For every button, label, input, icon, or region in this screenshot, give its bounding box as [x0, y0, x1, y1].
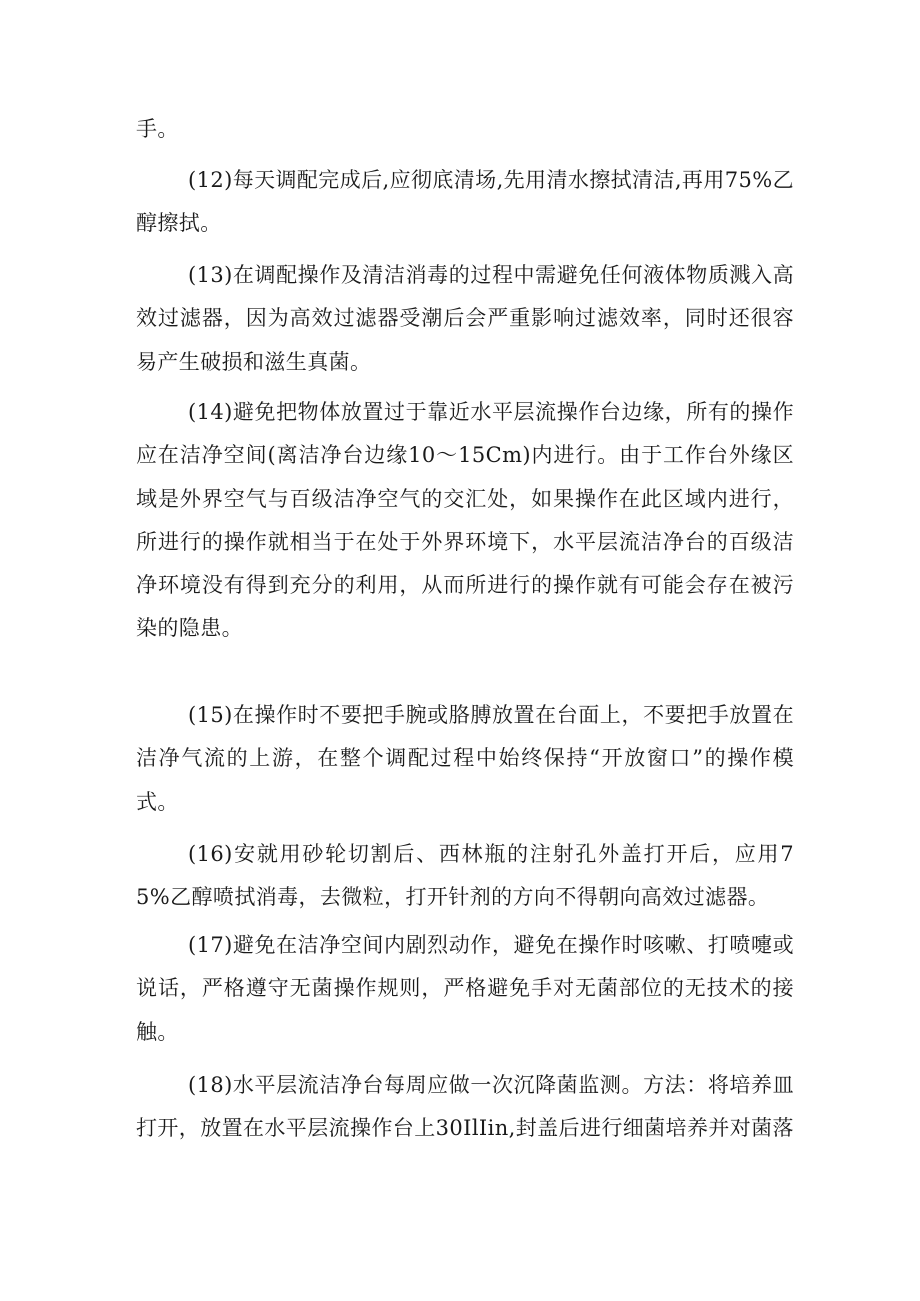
paragraph-16: (16)安就用砂轮切割后、西林瓶的注射孔外盖打开后，应用75%乙醇喷拭消毒，去微粒，打开针剂的方向不得朝向高效过滤器。	[136, 842, 794, 910]
paragraph-15: (15)在操作时不要把手腕或胳膊放置在台面上，不要把手放置在洁净气流的上游，在整个调配过程中始终保持“开放窗口”的操作模式。	[136, 703, 794, 814]
paragraph-18: (18)水平层流洁净台每周应做一次沉降菌监测。方法：将培养皿打开，放置在水平层流操作台上30IlIin,封盖后进行细菌培养并对菌落	[136, 1073, 794, 1141]
paragraph-12: (12)每天调配完成后,应彻底清场,先用清水擦拭清洁,再用75%乙醇擦拭。	[136, 168, 795, 236]
paragraph-11-continuation: 手。	[136, 117, 179, 141]
paragraph-14: (14)避免把物体放置过于靠近水平层流操作台边缘，所有的操作应在洁净空间(离洁净台边缘10～15Cm)内进行。由于工作台外缘区域是外界空气与百级洁净空气的交汇处，如果操作在此区域内进行，所进行的操作就相当于在处于外界环境下，水平层流洁净台的百级洁净环境没有得到充分的利用，从而所进行的操作就有可能会存在被污染的隐患。	[136, 400, 794, 641]
paragraph-17: (17)避免在洁净空间内剧烈动作，避免在操作时咳嗽、打喷嚏或说话，严格遵守无菌操作规则，严格避免手对无菌部位的无技术的接触。	[136, 933, 794, 1044]
paragraph-13: (13)在调配操作及清洁消毒的过程中需避免任何液体物质溅入高效过滤器，因为高效过滤器受潮后会严重影响过滤效率，同时还很容易产生破损和滋生真菌。	[136, 263, 794, 374]
